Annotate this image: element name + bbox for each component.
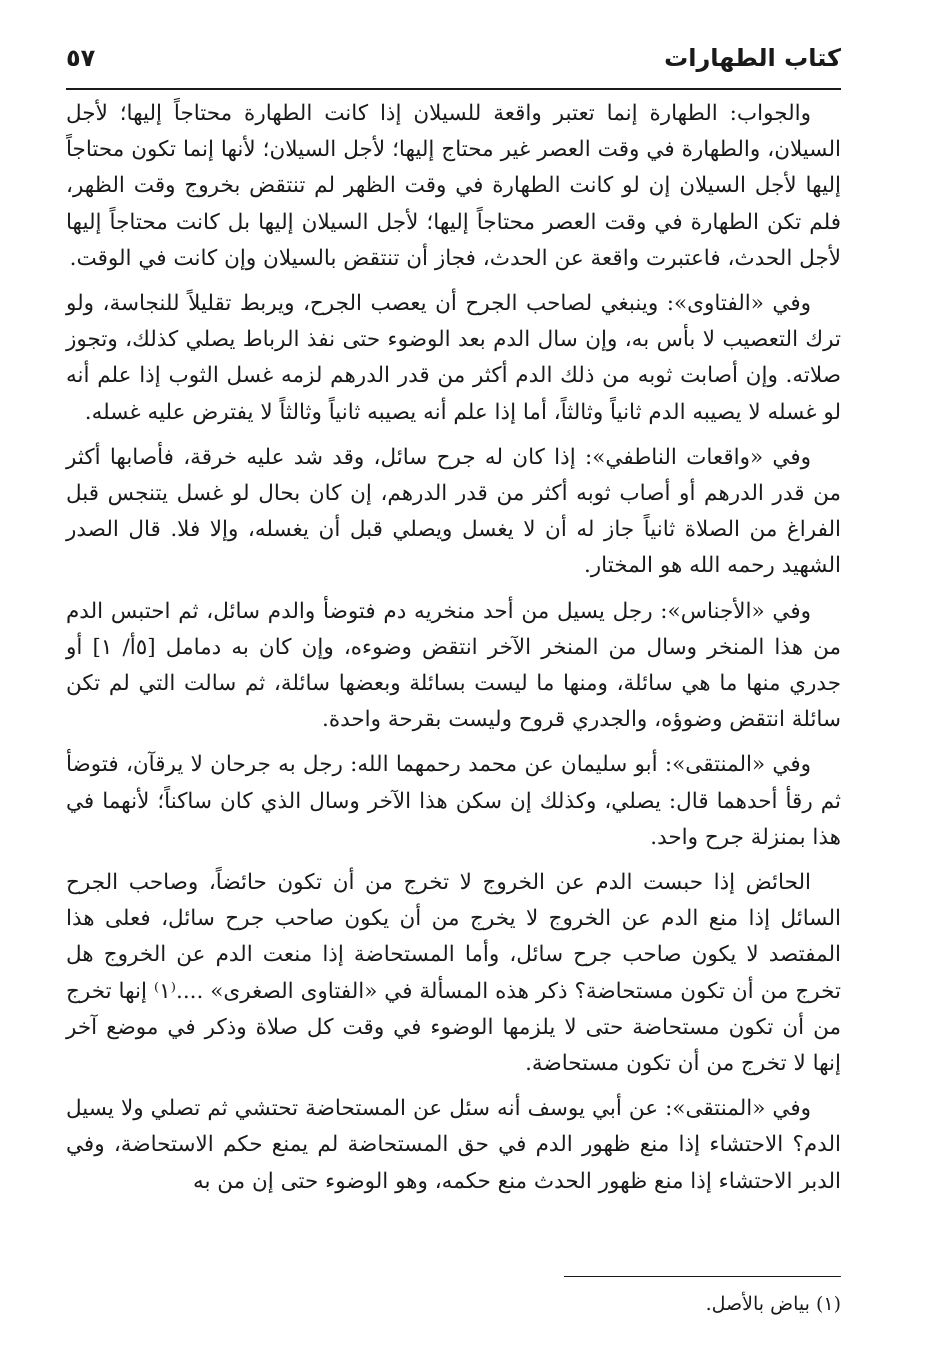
paragraph-ajnas: وفي «الأجناس»: رجل يسيل من أحد منخريه دم فتوضأ والدم سائل، ثم احتبس الدم من هذا المنخر وسال من المنخر الآخر انتقض وضوءه، وإن كان به دمامل [٥أ/ ١] أو جدري منها ما هي سائلة، ومنها ما ليست بسائلة وبعضها سائلة، ثم سالت التي لم تكن سائلة انتقض وضوؤه، والجدري قروح وليست بقرحة واحدة. [66, 598, 842, 733]
footnote-divider [564, 1276, 841, 1277]
footnote: (١) بياض بالأصل. [705, 1293, 841, 1315]
paragraph-waqiat-natifi: وفي «واقعات الناطفي»: إذا كان له جرح سائل، وقد شد عليه خرقة، فأصابها أكثر من قدر الدرهم أو أصاب ثوبه أكثر من قدر الدرهم، إن كان بحال لو غسل يتنجس قبل الفراغ من الصلاة ثانياً جاز له أن لا يغسل ويصلي قبل أن يغسله، وإلا فلا. قال الصدر الشهيد رحمه الله هو المختار. [66, 444, 841, 579]
paragraph-answer: والجواب: الطهارة إنما تعتبر واقعة للسيلان إذا كانت الطهارة محتاجاً إليها؛ لأجل السيلان، والطهارة في وقت العصر غير محتاج إليها؛ لأجل السيلان؛ لأنها إنما تكون محتاجاً إليها لأجل السيلان إن لو كانت الطهارة في وقت الظهر لم تنتقض بخروج وقت الظهر، فلم تكن الطهارة في وقت العصر محتاجاً إليها؛ لأجل السيلان إليها بل كانت محتاجاً إليها لأجل الحدث، فاعتبرت واقعة عن الحدث، فجاز أن تنتقض بالسيلان وإن كانت في الوقت. [66, 101, 841, 271]
main-text [66, 96, 841, 1209]
book-section-title: كتاب الطهارات [664, 44, 841, 72]
page-number: ٥٧ [66, 44, 96, 72]
paragraph-muntaqa-2: وفي «المنتقى»: عن أبي يوسف أنه سئل عن المستحاضة تحتشي ثم تصلي ولا يسيل الدم؟ الاحتشاء إذا منع ظهور الدم في حق المستحاضة لم يمنع حكم الاستحاضة، وفي الدبر الاحتشاء إذا منع ظهور الحدث منع حكمه، وهو الوضوء حتى إن من به [66, 1096, 841, 1194]
paragraph-fatawa: وفي «الفتاوى»: وينبغي لصاحب الجرح أن يعصب الجرح، ويربط تقليلاً للنجاسة، ولو ترك التعصيب لا بأس به، وإن سال الدم بعد الوضوء حتى نفذ الرباط يصلي كذلك، وتجوز صلاته. وإن أصابت ثوبه من ذلك الدم أكثر من قدر الدرهم لزمه غسل الثوب إذا علم أنه لو غسله لا يصيبه الدم ثانياً وثالثاً، أما إذا علم أنه يصيبه ثانياً وثالثاً لا يفترض عليه غسله. [66, 291, 841, 425]
header-divider [66, 88, 841, 90]
paragraph-haid: الحائض إذا حبست الدم عن الخروج لا تخرج من أن تكون حائضاً، وصاحب الجرح السائل إذا منع الدم عن الخروج لا يخرج من أن يكون صاحب جرح سائل، فعلى هذا المفتصد لا يكون صاحب جرح سائل، وأما المستحاضة إذا منعت الدم عن الخروج هل تخرج من أن تكون مستحاضة؟ ذكر هذه المسألة في «الفتاوى الصغرى» ....⁽١⁾ إنها تخرج من أن تكون مستحاضة حتى لا يلزمها الوضوء في وقت كل صلاة وذكر في موضع آخر إنها لا تخرج من أن تكون مستحاضة. [66, 870, 841, 1077]
page-header [66, 40, 841, 86]
paragraph-muntaqa-1: وفي «المنتقى»: أبو سليمان عن محمد رحمهما الله: رجل به جرحان لا يرقآن، فتوضأ ثم رقأ أحدهما قال: يصلي، وكذلك إن سكن هذا الآخر وسال الذي كان ساكناً؛ لأنهما في هذا بمنزلة جرح واحد. [66, 752, 841, 850]
